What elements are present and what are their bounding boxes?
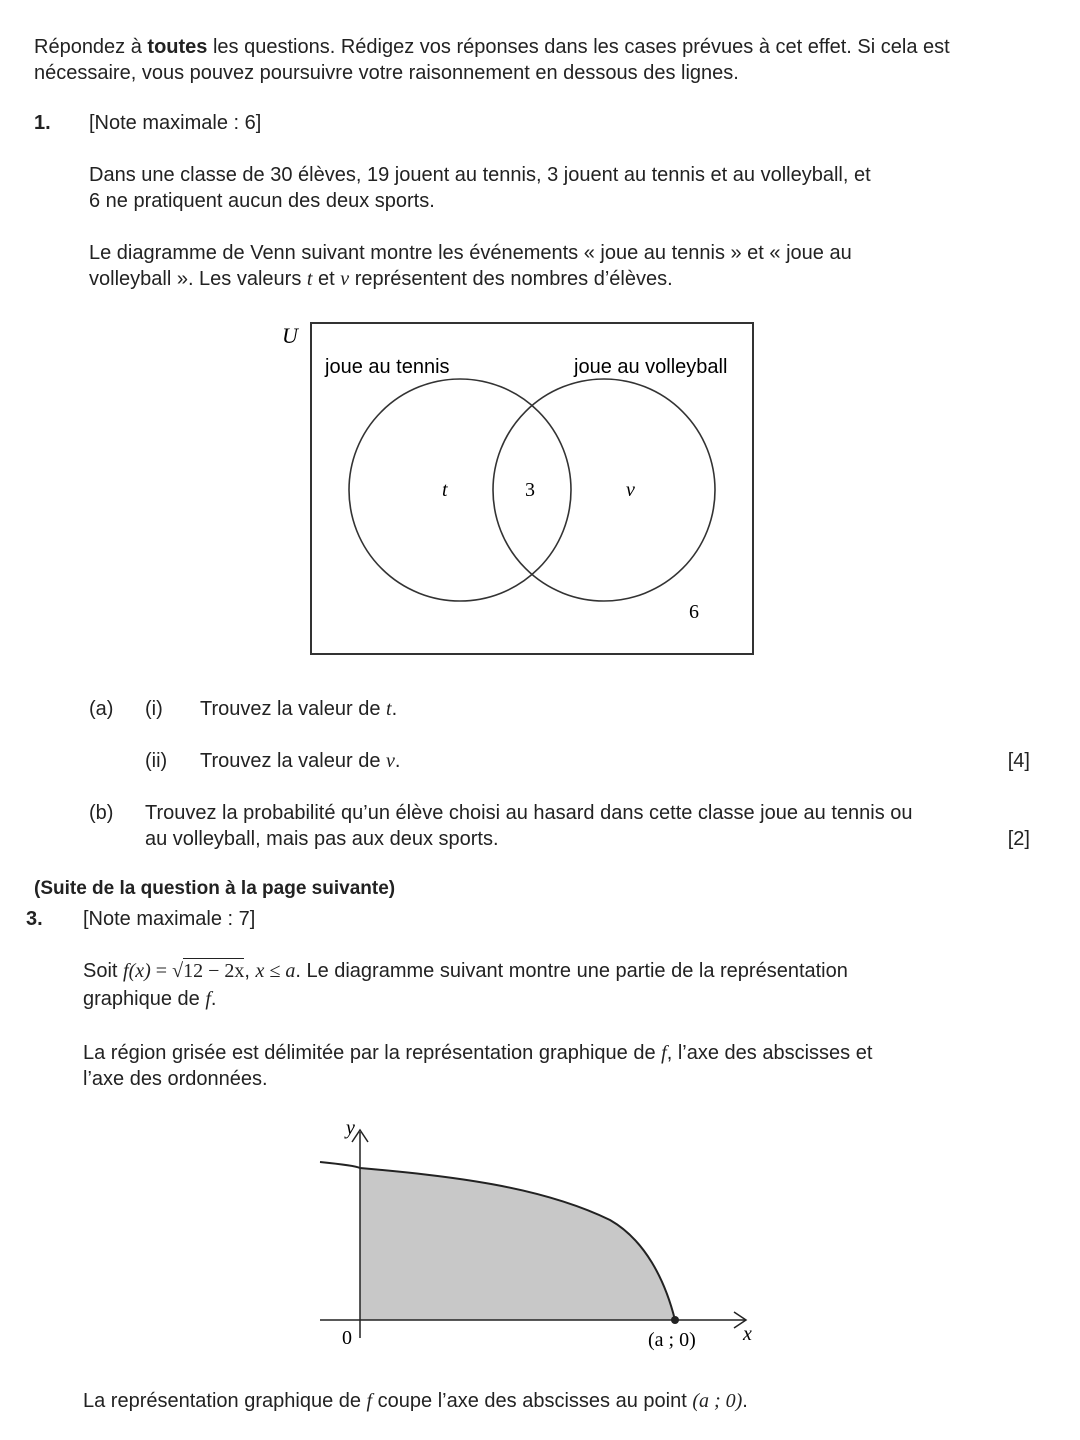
q3-f: f: [123, 960, 129, 982]
q1-part-b-label: (b): [89, 802, 114, 824]
venn-set-b-label: joue au volleyball: [574, 356, 728, 378]
var-v: v: [340, 268, 350, 290]
origin-label: 0: [342, 1327, 352, 1349]
q3-condition: x ≤ a: [255, 960, 296, 982]
q3-para2-f: f: [661, 1042, 667, 1064]
ai-text: Trouvez la valeur de: [200, 698, 387, 720]
intro-text-b: les questions. Rédigez vos réponses dans les cases prévues à cet effet. Si cela est: [207, 36, 950, 58]
q3-x-paren: (x): [128, 960, 151, 982]
q1-part-aii-label: (ii): [145, 750, 168, 772]
q3-number: 3.: [26, 908, 43, 930]
q3-line2-f: f: [205, 988, 211, 1010]
q3-final-f: f: [366, 1390, 373, 1412]
q3-comma: ,: [244, 960, 256, 982]
q1-number: 1.: [34, 112, 51, 134]
aii-text: Trouvez la valeur de: [200, 750, 387, 772]
q1-part-b-marks: [2]: [1007, 828, 1030, 850]
venn-diagram: [270, 310, 770, 670]
q1-para2-line2: [89, 266, 673, 292]
q1-part-b-line2: au volleyball, mais pas aux deux sports.: [145, 828, 499, 850]
ai-end: .: [391, 698, 398, 720]
q1-part-ai-label: (i): [145, 698, 163, 720]
intercept-point: [671, 1316, 679, 1324]
q1-para2-text-a: volleyball ». Les valeurs: [89, 268, 307, 290]
q3-final-point: (a ; 0): [692, 1390, 743, 1412]
q1-part-aii-text: [200, 748, 400, 774]
q3-soit: Soit: [83, 960, 124, 982]
intro-text-a: Répondez à: [34, 36, 148, 58]
aii-end: .: [394, 750, 401, 772]
q1-para2-et: et: [312, 268, 341, 290]
q3-eq: =: [150, 960, 173, 982]
var-t: t: [306, 268, 313, 290]
q3-max-marks: [Note maximale : 7]: [83, 908, 256, 930]
q3-para1-line2: [83, 986, 216, 1012]
q1-part-a-marks: [4]: [1007, 750, 1030, 772]
q3-final-text-a: La représentation graphique de: [83, 1390, 367, 1412]
venn-value-v: v: [626, 479, 635, 501]
q3-para2-text-a: La région grisée est délimitée par la représentation graphique de: [83, 1042, 662, 1064]
venn-value-t: t: [442, 479, 448, 501]
q3-final-line: [83, 1388, 748, 1414]
venn-set-a-label: joue au tennis: [325, 356, 450, 378]
q1-part-a-label: (a): [89, 698, 114, 720]
q1-para1-line2: 6 ne pratiquent aucun des deux sports.: [89, 190, 435, 212]
q3-para2-text-b: , l’axe des abscisses et: [666, 1042, 873, 1064]
venn-value-outside: 6: [689, 601, 699, 623]
q3-final-end: .: [742, 1390, 748, 1412]
q1-para1-line1: Dans une classe de 30 élèves, 19 jouent au tennis, 3 jouent au tennis et au volleyball, et: [89, 164, 871, 186]
q3-para1-rest: . Le diagramme suivant montre une partie de la représentation: [295, 960, 848, 982]
q1-para2-text-b: représentent des nombres d’élèves.: [349, 268, 673, 290]
q3-para2-line2: l’axe des ordonnées.: [83, 1068, 268, 1090]
q3-radicand: 12 − 2x: [183, 960, 245, 982]
q1-part-ai-text: [200, 696, 397, 722]
q1-max-marks: [Note maximale : 6]: [89, 112, 262, 134]
q3-final-text-b: coupe l’axe des abscisses au point: [372, 1390, 693, 1412]
aii-var-v: v: [386, 750, 395, 772]
q3-line2-end: .: [210, 988, 217, 1010]
x-axis-label: x: [743, 1323, 752, 1345]
q1-part-b-line1: Trouvez la probabilité qu’un élève choisi au hasard dans cette classe joue au tennis ou: [145, 802, 913, 824]
venn-value-both: 3: [525, 479, 535, 501]
sqrt-icon: √: [172, 960, 184, 982]
y-axis-label: y: [346, 1117, 355, 1139]
intro-bold: toutes: [147, 36, 208, 58]
intro-line-2: nécessaire, vous pouvez poursuivre votre raisonnement en dessous des lignes.: [34, 62, 739, 84]
function-graph: [300, 1110, 780, 1360]
venn-circle-tennis: [349, 379, 571, 601]
q1-para2-line1: Le diagramme de Venn suivant montre les événements « joue au tennis » et « joue au: [89, 242, 852, 264]
shaded-region: [360, 1168, 675, 1320]
q3-para2-line1: [83, 1040, 872, 1066]
q3-para1-line1: [83, 958, 848, 984]
intro-line-1: [34, 34, 950, 60]
ai-var-t: t: [386, 698, 392, 720]
venn-universe-label: U: [282, 323, 298, 348]
point-label: (a ; 0): [648, 1329, 696, 1351]
q3-line2-text: graphique de: [83, 988, 206, 1010]
continued-note: (Suite de la question à la page suivante): [34, 878, 396, 899]
